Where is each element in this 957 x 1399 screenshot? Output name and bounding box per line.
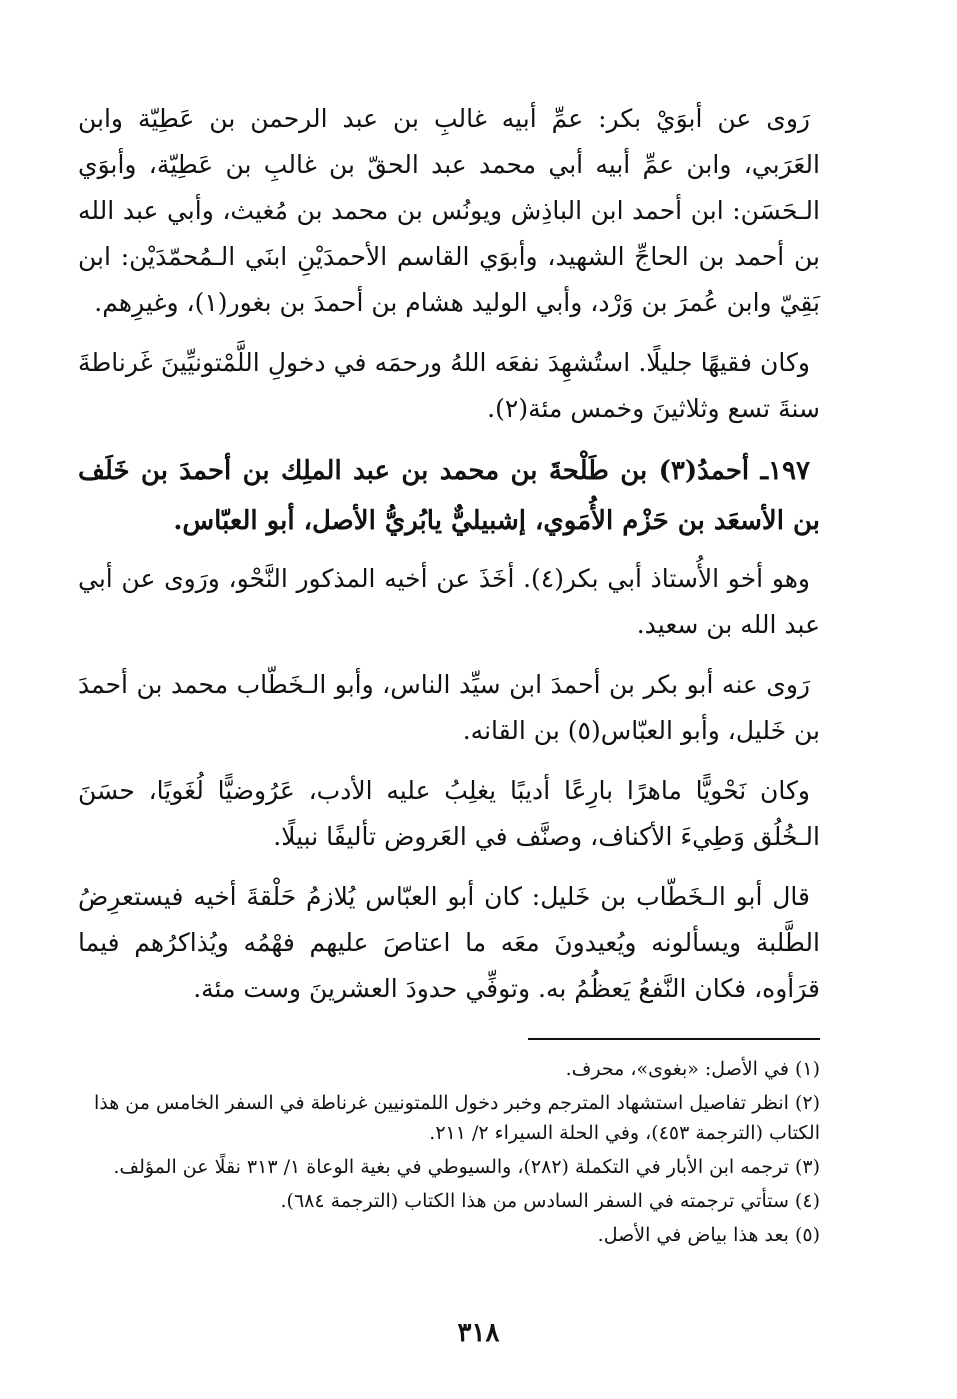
page-body: [78, 96, 820, 1254]
paragraph-brother: وهو أخو الأُستاذ أبي بكر(٤). أخَذَ عن أخيه المذكور النَّحْو، ورَوى عن أبي عبد الله بن سعيد.: [78, 564, 820, 639]
footnote-3: (٣) ترجمه ابن الأبار في التكملة (٢٨٢)، والسيوطي في بغية الوعاة ١/ ٣١٣ نقلًا عن المؤلف.: [113, 1156, 820, 1178]
paragraph-narrators: رَوى عن أبوَيْ بكر: عمِّ أبيه غالبِ بن عبد الرحمن بن عَطِيّة وابن العَرَبي، وابن عمِّ أبيه أبي محمد عبد الحقّ بن غالبِ بن عَطِيّة، وأبوَي الـحَسَن: ابن أحمد ابن الباذِش ويونُس بن محمد بن مُغيث، وأبي عبد الله بن أحمد بن الحاجِّ الشهيد، وأبوَي القاسم الأحمدَيْنِ ابنَي الـمُحمّدَيْن: ابن بَقِيّ وابن عُمرَ بن وَرْد، وأبي الوليد هشام بن أحمدَ بن بغور(١)، وغيرِهم.: [78, 104, 820, 317]
footnotes: [78, 1054, 820, 1250]
entry-heading-197: ١٩٧ـ أحمدُ(٣) بن طَلْحةَ بن محمد بن عبد الملِك بن أحمدَ بن خَلَف بن الأسعَد بن حَزْم الأُمَوي، إشبيليٌّ يابُريُّ الأصل، أبو العبّاس.: [78, 456, 820, 536]
footnote-2: (٢) انظر تفاصيل استشهاد المترجم وخبر دخول اللمتونيين غرناطة في السفر الخامس من هذا الكتاب (الترجمة ٤٥٣)، وفي الحلة السيراء ٢/ ٢١١.: [93, 1092, 820, 1144]
paragraph-abu-khattab: قال أبو الـخَطّاب بن خَليل: كان أبو العبّاس يُلازمُ حَلْقةَ أخيه فيستعرِضُ الطَّلبة ويسألونه ويُعيدونَ معَه ما اعتاصَ عليهم فهْمُه ويُذاكرُهم فيما قرَأوه، فكان النَّفعُ يَعظُمُ به. وتوفِّي حدودَ العشرينَ وست مئة.: [78, 882, 820, 1003]
paragraph-martyrdom: وكان فقيهًا جليلًا. استُشهِدَ نفعَه اللهُ ورحمَه في دخولِ اللَّمْتونيِّينَ غَرناطةَ سنةَ تسع وثلاثينَ وخمس مئة(٢).: [78, 348, 820, 423]
footnote-separator: [528, 1038, 820, 1040]
footnote-5: (٥) بعد هذا بياض في الأصل.: [597, 1224, 820, 1246]
paragraph-description: وكان نَحْويًّا ماهرًا بارِعًا أديبًا يغلِبُ عليه الأدب، عَرُوضيًّا لُغَويًا، حسَنَ الـخُلُق وَطِيءَ الأكناف، وصنَّف في العَروض تأليفًا نبيلًا.: [78, 776, 820, 851]
footnote-1: (١) في الأصل: «بغوى»، محرف.: [565, 1058, 820, 1080]
page-number: ٣١٨: [457, 1318, 500, 1348]
footnote-4: (٤) ستأتي ترجمته في السفر السادس من هذا الكتاب (الترجمة ٦٨٤).: [280, 1190, 820, 1212]
paragraph-narrated-from: رَوى عنه أبو بكر بن أحمدَ ابن سيِّد الناس، وأبو الـخَطّاب محمد بن أحمدَ بن خَليل، وأبو العبّاس(٥) بن القانه.: [78, 670, 820, 745]
